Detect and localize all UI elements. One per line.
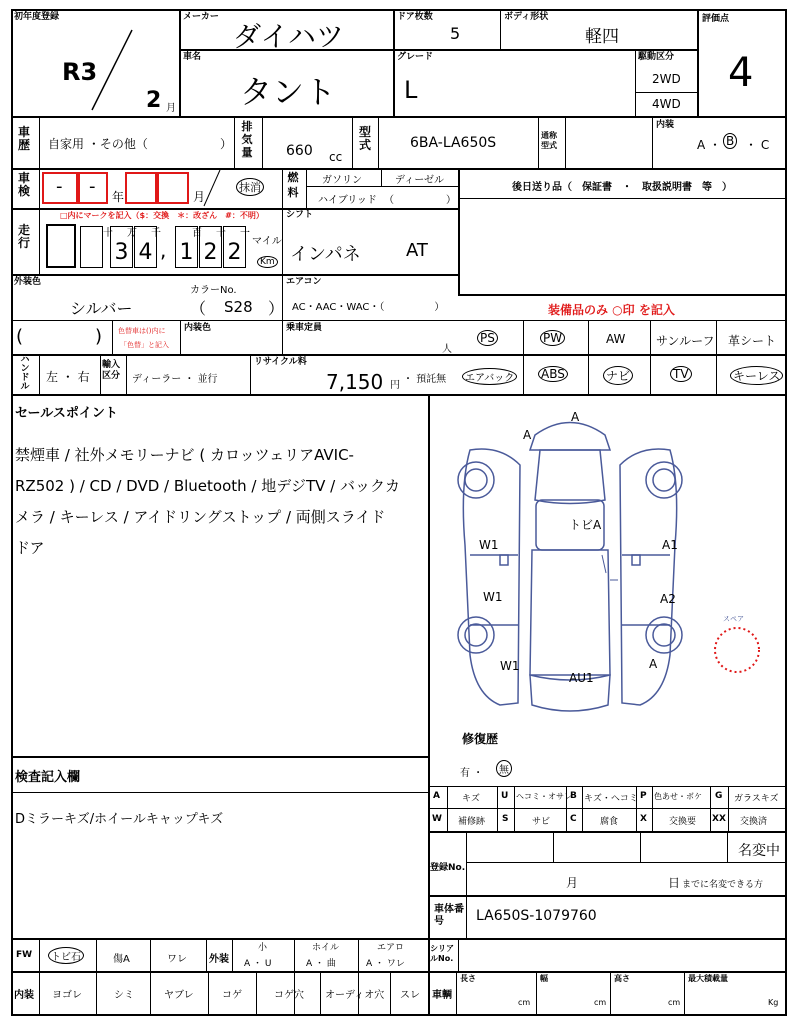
name-change: 名変中 <box>738 843 780 859</box>
reg-deadline: までに名変できる方 <box>682 880 764 890</box>
insp-month-unit: 月 <box>193 190 206 204</box>
weight-label: 最大積載量 <box>688 974 728 983</box>
int-color-label: 内装色 <box>184 323 212 333</box>
equip-pw: PW <box>540 330 565 346</box>
displacement-label: 排気量 <box>241 120 253 159</box>
damage-mark-5: A1 <box>662 538 678 552</box>
aero-value: A ・ ワレ <box>366 959 405 969</box>
doors-value: 5 <box>450 24 461 43</box>
registration-label: 登録No. <box>430 863 466 873</box>
equip-sunroof: サンルーフ <box>656 334 715 348</box>
int-wear: スレ <box>400 990 420 1001</box>
damage-mark-10: AU1 <box>569 671 594 685</box>
body-value: 軽四 <box>585 27 619 47</box>
ext-label: 外装 <box>209 954 229 965</box>
first-reg-slash <box>90 28 135 113</box>
damage-mark-6: W1 <box>483 590 503 604</box>
damage-mark-1: A <box>571 410 580 424</box>
fuel-paren-close: ） <box>446 195 456 206</box>
grade-label: グレード <box>397 52 434 62</box>
fuel-paren: （ <box>384 195 394 206</box>
small-value: A ・ U <box>244 959 272 969</box>
inspection-notes-text: Dミラーキズ/ホイールキャップキズ <box>15 812 224 827</box>
odo-digit-1: 3 <box>110 226 133 268</box>
chassis-value: LA650S-1079760 <box>476 908 597 924</box>
int-dirt: ヨゴレ <box>52 990 82 1001</box>
damage-mark-8: W1 <box>500 659 520 673</box>
aero-label: エアロ <box>377 943 405 953</box>
dim-label: 車輌 <box>432 990 452 1001</box>
history-label: 車歴 <box>17 125 30 152</box>
fw-label: FW <box>16 950 33 960</box>
sales-point-text <box>15 440 425 564</box>
model-value: 6BA-LA650S <box>410 135 497 151</box>
damage-mark-3: トビA <box>569 518 602 532</box>
serial-label: シリアルNo. <box>430 944 454 963</box>
interior-a: A ・ <box>697 138 722 152</box>
odo-digit-5: 2 <box>223 226 246 268</box>
int-burn: コゲ <box>222 990 242 1001</box>
damage-mark-7: A2 <box>660 592 676 606</box>
sales-line-3: メラ / キーレス / アイドリングストップ / 両側スライド <box>15 508 386 526</box>
car-name-label: 車名 <box>183 52 202 62</box>
handle-label: ハンドル <box>20 355 30 392</box>
equip-aw: AW <box>606 332 626 346</box>
sales-line-1: 禁煙車 / 社外メモリーナビ ( カロッツェリアAVIC- <box>15 446 354 464</box>
equip-navi: ナビ <box>603 366 633 385</box>
sales-line-4: ドア <box>15 539 45 557</box>
recycle-unit: 円 <box>390 380 400 391</box>
equip-airbag: エアバック <box>462 368 517 385</box>
ext-color-value: シルバー <box>70 299 133 318</box>
handle-value: 左 ・ 右 <box>46 370 90 384</box>
sales-line-2: RZ502 ) / CD / DVD / Bluetooth / 地デジTV / バックカ <box>15 477 400 495</box>
height-label: 高さ <box>614 974 630 983</box>
equip-leather: 革シート <box>728 334 777 348</box>
history-value: 自家用 ・その他（ <box>48 137 148 151</box>
color-no-value: S28 <box>224 298 253 316</box>
fuel-hybrid: ハイブリッド <box>318 195 377 206</box>
first-reg-month: 2 <box>146 88 162 113</box>
int-audio-hole: オーディオ穴 <box>325 990 385 1001</box>
repair-history-value: 有 ・ <box>460 768 484 779</box>
ac-value: AC・AAC・WAC・（ ） <box>292 302 445 313</box>
spare-label: スペア <box>723 615 744 623</box>
km-label: Km <box>257 256 278 268</box>
equip-tv: TV <box>670 366 692 382</box>
insp-month-box2 <box>157 172 189 204</box>
int-tear: ヤブレ <box>164 990 194 1001</box>
ext-color-label: 外装色 <box>14 277 42 287</box>
repaint-note-2: 「色替」と記入 <box>120 341 169 349</box>
grade-value: L <box>404 76 418 104</box>
first-reg-era: R3 <box>62 58 98 86</box>
insp-month-box1 <box>125 172 157 204</box>
mileage-label: 走行 <box>17 223 30 250</box>
capacity-label: 乗車定員 <box>286 323 323 333</box>
insp-year-unit: 年 <box>112 190 125 204</box>
repair-history-label: 修復歴 <box>462 732 499 746</box>
drive-2wd: 2WD <box>652 72 681 86</box>
sales-point-label: セールスポイント <box>15 406 118 421</box>
int-stain: シミ <box>114 990 134 1001</box>
fw-chip: トビ石 <box>48 947 84 964</box>
int-label: 内装 <box>14 990 34 1001</box>
body-label: ボディ形状 <box>504 12 549 22</box>
car-damage-diagram <box>440 405 780 735</box>
shift-position: インパネ <box>290 244 361 265</box>
drive-4wd: 4WD <box>652 97 681 111</box>
inspection-notes-label: 検査記入欄 <box>15 770 81 785</box>
drive-label: 駆動区分 <box>638 52 675 62</box>
after-items-label: 後日送り品（ 保証書 ・ 取扱説明書 等 ） <box>512 182 732 193</box>
equipment-title: 装備品のみ ○印 を記入 <box>548 303 675 317</box>
displacement-value: 660 <box>286 143 313 159</box>
reg-month: 月 <box>566 876 579 890</box>
first-reg-label: 初年度登録 <box>14 12 60 22</box>
shift-label: シフト <box>286 210 314 220</box>
fuel-gas: ガソリン <box>322 175 362 186</box>
mile-label: マイル <box>252 236 282 247</box>
recycle-label: リサイクル料 <box>254 357 307 367</box>
car-name-value: タント <box>240 73 337 111</box>
maker-value: ダイハツ <box>233 20 344 53</box>
odo-digit-2: 4 <box>134 226 157 268</box>
import-value: ディーラー ・ 並行 <box>132 374 218 385</box>
first-reg-month-unit: 月 <box>166 103 176 114</box>
ac-label: エアコン <box>286 277 322 287</box>
odo-digit-4: 2 <box>199 226 222 268</box>
common-model-label: 通称型式 <box>541 131 557 150</box>
equip-keyless: キーレス <box>730 366 783 385</box>
recycle-value: 7,150 <box>326 370 384 394</box>
odo-digit-3: 1 <box>175 226 198 268</box>
model-label: 型式 <box>358 125 371 152</box>
history-close: ） <box>220 137 233 151</box>
displacement-unit: cc <box>329 150 343 164</box>
capacity-unit: 人 <box>442 344 452 355</box>
small-label: 小 <box>258 943 268 953</box>
shift-type: AT <box>406 240 428 261</box>
repaint-note-1: 色替車は()内に <box>118 327 166 335</box>
length-label: 長さ <box>460 974 476 983</box>
reg-day: 日 <box>668 876 681 890</box>
equip-ps: PS <box>477 330 498 346</box>
repair-history-none: 無 <box>496 760 512 777</box>
recycle-deposit: ・ 預託無 <box>403 374 447 385</box>
int-burn-hole: コゲ穴 <box>274 990 304 1001</box>
wheel-label: ホイル <box>312 943 340 953</box>
width-label: 幅 <box>540 974 548 983</box>
rating-value: 4 <box>728 50 754 96</box>
inspection-label: 車検 <box>17 171 30 198</box>
damage-mark-2: A <box>523 428 532 442</box>
doors-label: ドア枚数 <box>397 12 433 22</box>
interior-c: ・ C <box>745 138 770 152</box>
equip-abs: ABS <box>538 366 568 382</box>
fuel-diesel: ディーゼル <box>395 175 444 186</box>
fw-crack: ワレ <box>167 954 187 965</box>
wheel-value: A ・ 曲 <box>306 959 336 969</box>
maker-label: メーカー <box>183 12 219 22</box>
damage-mark-4: W1 <box>479 538 499 552</box>
fw-scratch: 傷A <box>113 954 130 965</box>
interior-label: 内装 <box>656 120 675 130</box>
insp-none: 抹消 <box>236 178 264 196</box>
chassis-label: 車体番号 <box>434 904 464 927</box>
color-no-label: カラーNo. <box>190 285 237 296</box>
damage-mark-9: A <box>649 657 658 671</box>
interior-b: B <box>723 133 737 149</box>
import-label: 輸入区分 <box>102 360 121 381</box>
rating-label: 評価点 <box>702 14 730 24</box>
mileage-note: □内にマークを記入（$：交換 ＊：改ざん #：不明） <box>60 211 264 220</box>
